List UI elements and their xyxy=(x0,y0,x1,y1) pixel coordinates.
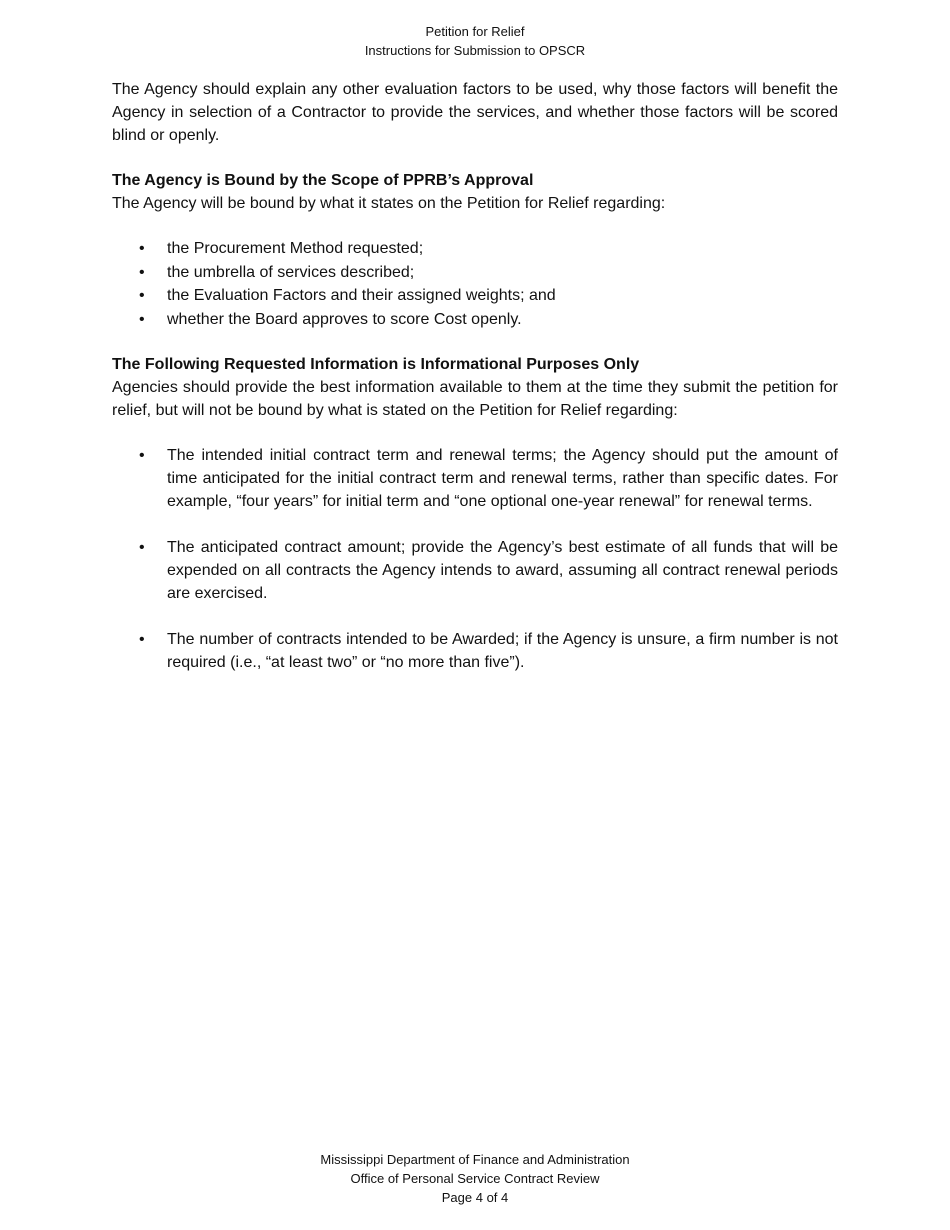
list-item xyxy=(112,284,838,308)
list-item-text: the Evaluation Factors and their assigned weights; and xyxy=(167,287,556,304)
section2-bullet-list xyxy=(112,444,838,674)
bullet-icon: • xyxy=(139,287,145,304)
footer-office: Office of Personal Service Contract Review xyxy=(350,1171,600,1186)
list-item-text: The number of contracts intended to be Awarded; if the Agency is unsure, a firm number is not required (i.e., “at least two” or “no more than five”). xyxy=(167,631,838,671)
header-title: Petition for Relief xyxy=(425,24,525,39)
list-item-text: The anticipated contract amount; provide the Agency’s best estimate of all funds that will be expended on all contracts the Agency intends to award, assuming all contract renewal periods are exercised. xyxy=(167,539,838,602)
header-subtitle: Instructions for Submission to OPSCR xyxy=(364,43,586,58)
list-item-text: the Procurement Method requested; xyxy=(167,240,424,257)
section1-text: The Agency will be bound by what it states on the Petition for Relief regarding: xyxy=(112,195,666,212)
bullet-icon: • xyxy=(139,447,145,464)
footer-page-number: Page 4 of 4 xyxy=(441,1190,509,1205)
page-footer xyxy=(0,1150,950,1207)
footer-department: Mississippi Department of Finance and Administration xyxy=(320,1152,630,1167)
list-item xyxy=(112,444,838,513)
bullet-icon: • xyxy=(139,631,145,648)
section2-heading: The Following Requested Information is Informational Purposes Only xyxy=(112,356,640,373)
document-body xyxy=(112,78,838,697)
page-header xyxy=(0,22,950,60)
bullet-icon: • xyxy=(139,240,145,257)
list-item-text: The intended initial contract term and renewal terms; the Agency should put the amount of time anticipated for the initial contract term and renewal terms, rather than specific dates. For example, “four years” for initial term and “one optional one-year renewal” for renewal terms. xyxy=(167,447,838,510)
intro-paragraph: The Agency should explain any other evaluation factors to be used, why those factors will benefit the Agency in selection of a Contractor to provide the services, and whether those factors will be scored blind or openly. xyxy=(112,81,838,144)
list-item xyxy=(112,237,838,261)
list-item xyxy=(112,261,838,285)
section1-bullet-list xyxy=(112,237,838,331)
list-item xyxy=(112,308,838,332)
section1-heading: The Agency is Bound by the Scope of PPRB’s Approval xyxy=(112,172,534,189)
list-item-text: the umbrella of services described; xyxy=(167,263,415,281)
section2-text: Agencies should provide the best information available to them at the time they submit the petition for relief, but will not be bound by what is stated on the Petition for Relief regarding: xyxy=(112,379,838,419)
bullet-icon: • xyxy=(139,263,145,281)
list-item-text: whether the Board approves to score Cost openly. xyxy=(167,310,522,328)
bullet-icon: • xyxy=(139,310,145,328)
list-item xyxy=(112,628,838,674)
list-item xyxy=(112,536,838,605)
bullet-icon: • xyxy=(139,539,145,556)
